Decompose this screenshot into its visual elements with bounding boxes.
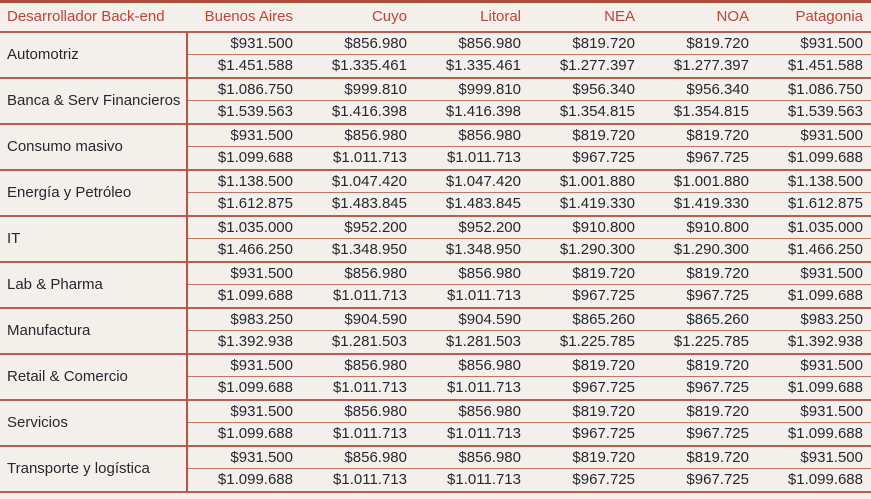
salary-max-cell: $1.354.815 <box>529 101 643 124</box>
salary-max-cell: $1.466.250 <box>757 239 871 262</box>
industry-label: Manufactura <box>0 308 187 354</box>
table-body <box>0 32 871 492</box>
table-row <box>0 32 871 55</box>
salary-min-cell: $819.720 <box>529 446 643 469</box>
salary-min-cell: $819.720 <box>643 124 757 147</box>
column-header-patagonia: Patagonia <box>757 2 871 32</box>
column-header-litoral: Litoral <box>415 2 529 32</box>
salary-max-cell: $967.725 <box>643 147 757 170</box>
salary-min-cell: $856.980 <box>301 262 415 285</box>
salary-max-cell: $1.099.688 <box>187 147 301 170</box>
salary-min-cell: $819.720 <box>529 124 643 147</box>
salary-min-cell: $856.980 <box>415 354 529 377</box>
salary-min-cell: $856.980 <box>301 32 415 55</box>
table-row <box>0 216 871 239</box>
salary-max-cell: $967.725 <box>643 469 757 492</box>
salary-max-cell: $1.416.398 <box>415 101 529 124</box>
salary-max-cell: $1.099.688 <box>187 377 301 400</box>
salary-min-cell: $819.720 <box>529 400 643 423</box>
salary-max-cell: $967.725 <box>529 285 643 308</box>
salary-min-cell: $1.047.420 <box>301 170 415 193</box>
salary-max-cell: $1.011.713 <box>301 377 415 400</box>
salary-max-cell: $1.539.563 <box>187 101 301 124</box>
salary-max-cell: $1.011.713 <box>301 285 415 308</box>
salary-min-cell: $931.500 <box>757 354 871 377</box>
salary-min-cell: $856.980 <box>301 124 415 147</box>
salary-max-cell: $1.539.563 <box>757 101 871 124</box>
salary-min-cell: $819.720 <box>529 354 643 377</box>
salary-min-cell: $819.720 <box>643 262 757 285</box>
salary-max-cell: $1.011.713 <box>301 423 415 446</box>
column-header-nea: NEA <box>529 2 643 32</box>
salary-max-cell: $1.419.330 <box>643 193 757 216</box>
salary-max-cell: $967.725 <box>529 423 643 446</box>
industry-label: Retail & Comercio <box>0 354 187 400</box>
salary-min-cell: $983.250 <box>187 308 301 331</box>
salary-min-cell: $931.500 <box>187 262 301 285</box>
salary-max-cell: $967.725 <box>529 147 643 170</box>
salary-min-cell: $999.810 <box>301 78 415 101</box>
salary-min-cell: $1.086.750 <box>757 78 871 101</box>
salary-max-cell: $1.451.588 <box>757 55 871 78</box>
salary-max-cell: $1.392.938 <box>187 331 301 354</box>
salary-max-cell: $967.725 <box>529 377 643 400</box>
salary-min-cell: $931.500 <box>757 400 871 423</box>
salary-max-cell: $1.612.875 <box>757 193 871 216</box>
table-row <box>0 78 871 101</box>
table-title: Desarrollador Back-end <box>0 2 187 32</box>
salary-max-cell: $1.099.688 <box>187 469 301 492</box>
salary-min-cell: $819.720 <box>643 32 757 55</box>
salary-min-cell: $931.500 <box>187 446 301 469</box>
salary-max-cell: $1.099.688 <box>187 285 301 308</box>
salary-max-cell: $967.725 <box>643 423 757 446</box>
table-row <box>0 400 871 423</box>
column-header-cuyo: Cuyo <box>301 2 415 32</box>
salary-max-cell: $1.011.713 <box>415 423 529 446</box>
salary-min-cell: $856.980 <box>415 124 529 147</box>
salary-min-cell: $819.720 <box>529 262 643 285</box>
salary-max-cell: $1.277.397 <box>643 55 757 78</box>
salary-min-cell: $910.800 <box>529 216 643 239</box>
salary-min-cell: $931.500 <box>187 400 301 423</box>
salary-max-cell: $1.225.785 <box>529 331 643 354</box>
salary-min-cell: $931.500 <box>187 32 301 55</box>
salary-min-cell: $999.810 <box>415 78 529 101</box>
salary-max-cell: $1.290.300 <box>529 239 643 262</box>
industry-label: Consumo masivo <box>0 124 187 170</box>
industry-label: IT <box>0 216 187 262</box>
salary-min-cell: $865.260 <box>643 308 757 331</box>
salary-min-cell: $856.980 <box>301 446 415 469</box>
salary-max-cell: $1.281.503 <box>415 331 529 354</box>
salary-min-cell: $819.720 <box>643 446 757 469</box>
salary-max-cell: $1.011.713 <box>415 377 529 400</box>
salary-min-cell: $1.035.000 <box>187 216 301 239</box>
salary-min-cell: $931.500 <box>757 32 871 55</box>
salary-max-cell: $1.392.938 <box>757 331 871 354</box>
salary-max-cell: $1.011.713 <box>301 147 415 170</box>
salary-max-cell: $1.225.785 <box>643 331 757 354</box>
salary-max-cell: $1.011.713 <box>415 469 529 492</box>
salary-max-cell: $1.099.688 <box>757 469 871 492</box>
salary-max-cell: $1.011.713 <box>415 285 529 308</box>
salary-max-cell: $1.348.950 <box>415 239 529 262</box>
table-row <box>0 446 871 469</box>
salary-min-cell: $856.980 <box>301 354 415 377</box>
table-row <box>0 124 871 147</box>
salary-max-cell: $1.416.398 <box>301 101 415 124</box>
salary-max-cell: $1.483.845 <box>301 193 415 216</box>
salary-max-cell: $1.483.845 <box>415 193 529 216</box>
industry-label: Energía y Petróleo <box>0 170 187 216</box>
salary-min-cell: $904.590 <box>301 308 415 331</box>
salary-min-cell: $904.590 <box>415 308 529 331</box>
table-row <box>0 170 871 193</box>
salary-max-cell: $1.451.588 <box>187 55 301 78</box>
salary-min-cell: $856.980 <box>415 32 529 55</box>
table-header <box>0 2 871 32</box>
salary-min-cell: $856.980 <box>415 446 529 469</box>
salary-max-cell: $1.335.461 <box>415 55 529 78</box>
salary-max-cell: $1.099.688 <box>757 147 871 170</box>
industry-label: Servicios <box>0 400 187 446</box>
salary-max-cell: $1.466.250 <box>187 239 301 262</box>
salary-max-cell: $1.011.713 <box>301 469 415 492</box>
salary-min-cell: $952.200 <box>415 216 529 239</box>
salary-min-cell: $956.340 <box>643 78 757 101</box>
salary-min-cell: $856.980 <box>415 400 529 423</box>
table-row <box>0 262 871 285</box>
salary-max-cell: $1.348.950 <box>301 239 415 262</box>
table-row <box>0 354 871 377</box>
salary-min-cell: $819.720 <box>643 354 757 377</box>
salary-min-cell: $931.500 <box>757 124 871 147</box>
salary-min-cell: $856.980 <box>415 262 529 285</box>
salary-max-cell: $1.281.503 <box>301 331 415 354</box>
salary-max-cell: $1.099.688 <box>187 423 301 446</box>
column-header-noa: NOA <box>643 2 757 32</box>
salary-min-cell: $819.720 <box>643 400 757 423</box>
salary-min-cell: $819.720 <box>529 32 643 55</box>
salary-max-cell: $1.099.688 <box>757 285 871 308</box>
salary-min-cell: $931.500 <box>757 446 871 469</box>
salary-min-cell: $1.138.500 <box>187 170 301 193</box>
industry-label: Lab & Pharma <box>0 262 187 308</box>
salary-max-cell: $967.725 <box>643 377 757 400</box>
header-row <box>0 2 871 32</box>
salary-min-cell: $910.800 <box>643 216 757 239</box>
salary-max-cell: $1.277.397 <box>529 55 643 78</box>
salary-min-cell: $856.980 <box>301 400 415 423</box>
salary-max-cell: $967.725 <box>529 469 643 492</box>
salary-max-cell: $967.725 <box>643 285 757 308</box>
salary-min-cell: $983.250 <box>757 308 871 331</box>
salary-max-cell: $1.612.875 <box>187 193 301 216</box>
industry-label: Automotriz <box>0 32 187 78</box>
salary-min-cell: $1.001.880 <box>643 170 757 193</box>
salary-min-cell: $1.001.880 <box>529 170 643 193</box>
salary-min-cell: $931.500 <box>757 262 871 285</box>
salary-max-cell: $1.099.688 <box>757 377 871 400</box>
salary-min-cell: $1.035.000 <box>757 216 871 239</box>
salary-min-cell: $952.200 <box>301 216 415 239</box>
salary-max-cell: $1.419.330 <box>529 193 643 216</box>
salary-max-cell: $1.335.461 <box>301 55 415 78</box>
table-row <box>0 308 871 331</box>
salary-min-cell: $956.340 <box>529 78 643 101</box>
salary-min-cell: $865.260 <box>529 308 643 331</box>
industry-label: Transporte y logística <box>0 446 187 492</box>
salary-min-cell: $1.138.500 <box>757 170 871 193</box>
salary-min-cell: $1.086.750 <box>187 78 301 101</box>
salary-min-cell: $1.047.420 <box>415 170 529 193</box>
column-header-buenos-aires: Buenos Aires <box>187 2 301 32</box>
industry-label: Banca & Serv Financieros <box>0 78 187 124</box>
salary-max-cell: $1.099.688 <box>757 423 871 446</box>
salary-max-cell: $1.011.713 <box>415 147 529 170</box>
salary-min-cell: $931.500 <box>187 354 301 377</box>
salary-max-cell: $1.354.815 <box>643 101 757 124</box>
salary-min-cell: $931.500 <box>187 124 301 147</box>
salary-max-cell: $1.290.300 <box>643 239 757 262</box>
